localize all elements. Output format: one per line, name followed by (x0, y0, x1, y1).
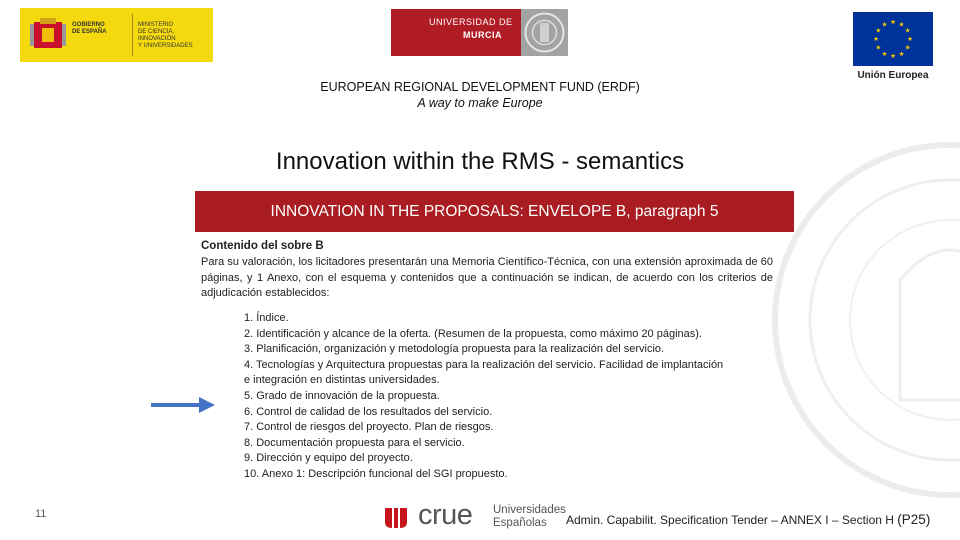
crue-sub2: Españolas (493, 517, 547, 529)
eu-flag-icon (853, 12, 933, 66)
ministerio-line3: Y UNIVERSIDADES (138, 43, 193, 49)
slide-title: Innovation within the RMS - semantics (275, 148, 685, 175)
list-item: 4. Tecnologías y Arquitectura propuestas para la realización del servicio. Facilidad de implantación (244, 358, 724, 371)
document-item-list (244, 311, 774, 483)
ministerio-label (138, 22, 210, 50)
eu-star-icon: ★ (881, 21, 888, 29)
ministerio-line2: DE CIENCIA, INNOVACIÓN (138, 29, 176, 42)
document-heading: Contenido del sobre B (201, 240, 324, 252)
list-item: 10. Anexo 1: Descripción funcional del SGI propuesto. (244, 467, 508, 480)
crue-wordmark: crue (418, 499, 473, 531)
eu-star-icon: ★ (907, 36, 913, 44)
universidad-murcia-logo (391, 9, 568, 56)
eu-star-icon: ★ (890, 19, 896, 27)
list-item: 3. Planificación, organización y metodología propuesta para la realización del servicio. (244, 343, 665, 356)
list-item: 7. Control de riesgos del proyecto. Plan de riesgos. (244, 421, 494, 434)
list-item: 2. Identificación y alcance de la oferta. (Resumen de la propuesta, como máximo 20 páginas). (244, 327, 702, 340)
union-europea-logo (850, 12, 934, 84)
list-item: 5. Grado de innovación de la propuesta. (244, 389, 440, 402)
ministerio-line1: MINISTERIO (138, 22, 174, 28)
gobierno-logo (20, 8, 213, 62)
crue-mark-icon (383, 506, 409, 530)
um-line1: UNIVERSIDAD DE (429, 17, 513, 27)
um-line2: MURCIA (463, 30, 502, 40)
eu-star-icon: ★ (873, 36, 879, 44)
footer-reference (566, 512, 930, 527)
eu-star-icon: ★ (904, 44, 911, 52)
eu-star-icon: ★ (890, 53, 896, 61)
eu-star-icon: ★ (881, 50, 888, 58)
university-seal-icon (521, 9, 568, 56)
list-item: e integración en distintas universidades. (244, 374, 440, 387)
arrow-right-icon (151, 397, 215, 413)
gobierno-label (72, 22, 122, 36)
footer-reference-page: (P25) (897, 512, 931, 527)
gobierno-line2: DE ESPAÑA (72, 29, 107, 35)
list-item: 1. Índice. (244, 312, 289, 324)
eu-star-icon: ★ (875, 27, 882, 35)
eu-star-icon: ★ (898, 50, 905, 58)
footer-reference-text: Admin. Capabilit. Specification Tender – ANNEX I – Section H (566, 513, 894, 527)
crue-logo (383, 499, 568, 532)
list-item: 8. Documentación propuesta para el servicio. (244, 436, 465, 449)
document-paragraph: Para su valoración, los licitadores presentarán una Memoria Científico-Técnica, con una extensión aproximada de 60 páginas, y 1 Anexo, con el esquema y contenidos que a continuación se indican, de acuerdo con los criterios de adjudicación establecidos: (201, 256, 773, 299)
eu-star-icon: ★ (875, 44, 882, 52)
spain-coat-of-arms-icon (28, 14, 68, 54)
logo-divider (132, 14, 133, 56)
gobierno-line1: GOBIERNO (72, 22, 105, 28)
seal-watermark (770, 140, 960, 500)
eu-label: Unión Europea (857, 70, 929, 81)
eu-star-icon: ★ (898, 21, 905, 29)
section-banner: INNOVATION IN THE PROPOSALS: ENVELOPE B, paragraph 5 (195, 191, 794, 232)
fund-title: EUROPEAN REGIONAL DEVELOPMENT FUND (ERDF) (320, 80, 640, 94)
eu-star-icon: ★ (904, 27, 911, 35)
list-item: 6. Control de calidad de los resultados del servicio. (244, 405, 493, 418)
document-excerpt (196, 233, 776, 493)
list-item: 9. Dirección y equipo del proyecto. (244, 452, 413, 465)
crue-sub1: Universidades (493, 504, 566, 516)
fund-subtitle: A way to make Europe (417, 96, 543, 110)
page-number: 11 (35, 508, 47, 520)
